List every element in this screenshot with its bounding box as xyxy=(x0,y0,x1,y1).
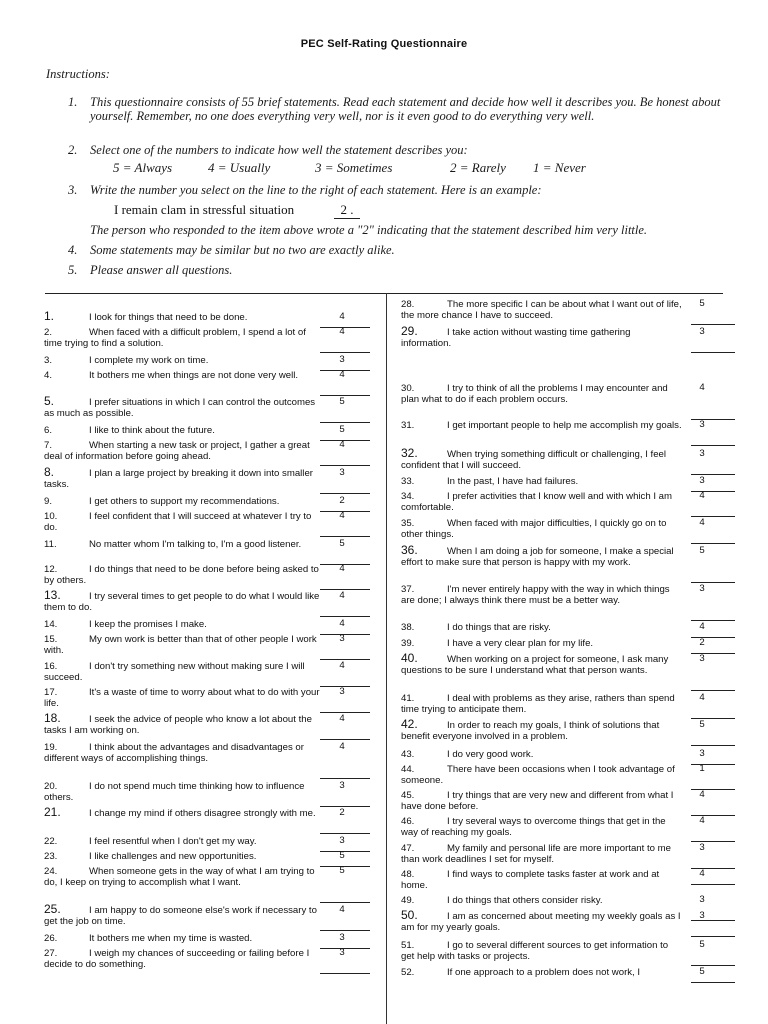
statement-text: I change my mind if others disagree strongly with me. xyxy=(89,808,316,819)
statement-number: 28. xyxy=(401,299,415,310)
scale-never: 1 = Never xyxy=(533,160,586,175)
answer-value[interactable]: 3 xyxy=(339,780,345,791)
answer-value[interactable]: 3 xyxy=(699,842,705,853)
statement-item xyxy=(401,908,735,933)
answer-value[interactable]: 3 xyxy=(699,326,705,337)
answer-value[interactable]: 5 xyxy=(339,865,345,876)
answer-line xyxy=(691,445,735,446)
statement-item xyxy=(44,356,370,367)
statement-text: I am happy to do someone else's work if necessary to get the job on time. xyxy=(44,905,317,927)
statement-text: It bothers me when things are not done very well. xyxy=(89,370,299,381)
statement-number: 33. xyxy=(401,476,415,487)
section-divider xyxy=(45,293,723,294)
statement-item xyxy=(401,639,735,650)
answer-line xyxy=(691,352,735,353)
answer-value[interactable]: 3 xyxy=(699,894,705,905)
scale-usually: 4 = Usually xyxy=(208,160,271,175)
statement-text: I take action without wasting time gathering information. xyxy=(401,327,631,349)
instruction-5 xyxy=(68,264,723,278)
answer-value[interactable]: 4 xyxy=(699,490,705,501)
instruction-3 xyxy=(68,184,723,198)
statement-item xyxy=(401,384,735,405)
statement-text: When someone gets in the way of what I am trying to do, I keep on trying to accomplish what I want. xyxy=(44,866,315,888)
statement-text: I try several times to get people to do what I would like them to do. xyxy=(44,591,320,613)
answer-value[interactable]: 3 xyxy=(699,475,705,486)
statement-item xyxy=(401,941,735,962)
scale-rarely: 2 = Rarely xyxy=(450,160,506,175)
answer-line xyxy=(320,465,370,466)
statement-item xyxy=(401,750,735,761)
answer-value[interactable]: 3 xyxy=(339,467,345,478)
statement-number: 26. xyxy=(44,933,58,944)
instruction-number: 2. xyxy=(68,143,78,157)
statement-text: I feel resentful when I don't get my way. xyxy=(89,836,257,847)
answer-value[interactable]: 5 xyxy=(339,396,345,407)
statement-number: 6. xyxy=(44,425,53,436)
statement-item xyxy=(44,441,370,462)
statement-item xyxy=(401,585,735,606)
statement-text: I go to several different sources to get information to get help with tasks or projects. xyxy=(401,940,669,962)
statement-text: There have been occasions when I took advantage of someone. xyxy=(401,764,675,786)
statement-number: 49. xyxy=(401,895,415,906)
statement-text: I prefer situations in which I can control the outcomes as much as possible. xyxy=(44,397,316,419)
statement-number: 21. xyxy=(44,805,61,819)
answer-line xyxy=(691,543,735,544)
statement-number: 48. xyxy=(401,869,415,880)
answer-value[interactable]: 4 xyxy=(339,904,345,915)
statement-item xyxy=(44,328,370,349)
statement-number: 40. xyxy=(401,651,418,665)
statement-text: I weigh my chances of succeeding or failing before I decide to do something. xyxy=(44,948,310,970)
instruction-text: Please answer all questions. xyxy=(90,263,233,277)
answer-line xyxy=(691,745,735,746)
answer-value[interactable]: 5 xyxy=(699,545,705,556)
answer-line xyxy=(320,739,370,740)
statement-text: I look for things that need to be done. xyxy=(89,312,248,323)
statement-number: 23. xyxy=(44,851,58,862)
statement-text: When faced with a difficult problem, I spend a lot of time trying to find a solution. xyxy=(44,327,306,349)
statement-text: I don't try something new without making sure I will succeed. xyxy=(44,661,305,683)
statement-text: In the past, I have had failures. xyxy=(447,476,579,487)
answer-value[interactable]: 4 xyxy=(699,868,705,879)
instruction-number: 5. xyxy=(68,263,78,277)
scale-sometimes: 3 = Sometimes xyxy=(315,160,393,175)
statement-number: 22. xyxy=(44,836,58,847)
answer-value[interactable]: 3 xyxy=(339,835,345,846)
answer-value[interactable]: 2 xyxy=(339,495,345,506)
statement-number: 42. xyxy=(401,717,418,731)
statement-item xyxy=(44,371,370,382)
statement-item xyxy=(44,902,370,927)
answer-line xyxy=(320,422,370,423)
answer-value[interactable]: 4 xyxy=(339,563,345,574)
statement-item xyxy=(401,896,735,907)
answer-line xyxy=(691,982,735,983)
answer-value[interactable]: 4 xyxy=(339,660,345,671)
instruction-text: Select one of the numbers to indicate how well the statement describes you: xyxy=(90,143,468,157)
answer-line xyxy=(320,902,370,903)
instruction-number: 4. xyxy=(68,243,78,257)
statement-number: 12. xyxy=(44,564,58,575)
statement-item xyxy=(44,309,370,324)
answer-line xyxy=(691,936,735,937)
answer-value[interactable]: 4 xyxy=(699,517,705,528)
answer-value[interactable]: 4 xyxy=(339,369,345,380)
statement-text: I prefer activities that I know well and with which I am comfortable. xyxy=(401,491,673,513)
statement-number: 45. xyxy=(401,790,415,801)
answer-value[interactable]: 3 xyxy=(339,354,345,365)
answer-value[interactable]: 2 xyxy=(339,807,345,818)
answer-value[interactable]: 5 xyxy=(339,424,345,435)
answer-value[interactable]: 4 xyxy=(339,713,345,724)
statement-text: I get important people to help me accomplish my goals. xyxy=(447,420,682,431)
statement-text: I like challenges and new opportunities. xyxy=(89,851,257,862)
statement-text: No matter whom I'm talking to, I'm a good listener. xyxy=(89,539,302,550)
answer-value[interactable]: 4 xyxy=(339,741,345,752)
instruction-1 xyxy=(68,96,723,123)
statement-number: 36. xyxy=(401,543,418,557)
answer-value[interactable]: 4 xyxy=(699,815,705,826)
statement-text: When I am doing a job for someone, I make a special effort to make sure that person is happy with my work. xyxy=(401,546,674,568)
statement-number: 52. xyxy=(401,967,415,978)
answer-value[interactable]: 4 xyxy=(339,618,345,629)
statement-text: It bothers me when my time is wasted. xyxy=(89,933,253,944)
instruction-text: Some statements may be similar but no two are exactly alike. xyxy=(90,243,395,257)
statement-item xyxy=(44,782,370,803)
statement-item xyxy=(44,852,370,863)
statement-number: 47. xyxy=(401,843,415,854)
answer-value[interactable]: 4 xyxy=(699,382,705,393)
statement-number: 27. xyxy=(44,948,58,959)
answer-value[interactable]: 4 xyxy=(339,439,345,450)
scale-always: 5 = Always xyxy=(113,160,173,175)
instruction-number: 3. xyxy=(68,183,78,197)
statement-text: I plan a large project by breaking it down into smaller tasks. xyxy=(44,468,313,490)
statement-text: When starting a new task or project, I gather a great deal of information before going ahead. xyxy=(44,440,310,462)
statement-item xyxy=(44,934,370,945)
statement-item xyxy=(401,870,735,891)
statement-text: I do things that need to be done before being asked to by others. xyxy=(44,564,319,586)
statement-item xyxy=(401,543,735,568)
statement-number: 31. xyxy=(401,420,415,431)
instruction-4 xyxy=(68,244,723,258)
answer-value[interactable]: 5 xyxy=(339,538,345,549)
instruction-number: 1. xyxy=(68,95,78,109)
statement-text: I do not spend much time thinking how to influence others. xyxy=(44,781,305,803)
statement-number: 44. xyxy=(401,764,415,775)
statement-number: 1. xyxy=(44,309,55,323)
statement-number: 10. xyxy=(44,511,58,522)
statement-item xyxy=(44,512,370,533)
statement-item xyxy=(401,492,735,513)
statement-item xyxy=(401,421,735,432)
answer-value[interactable]: 3 xyxy=(699,419,705,430)
statement-item xyxy=(44,426,370,437)
answer-value[interactable]: 3 xyxy=(339,686,345,697)
statement-text: My own work is better than that of other people I work with. xyxy=(44,634,317,656)
statement-number: 32. xyxy=(401,446,418,460)
statement-number: 7. xyxy=(44,440,53,451)
statement-number: 16. xyxy=(44,661,58,672)
statement-item xyxy=(44,394,370,419)
statement-item xyxy=(401,519,735,540)
answer-value[interactable]: 3 xyxy=(339,932,345,943)
statement-number: 20. xyxy=(44,781,58,792)
answer-value[interactable]: 5 xyxy=(699,298,705,309)
statement-text: The more specific I can be about what I want out of life, the more chance I have to succeed. xyxy=(401,299,682,321)
statement-item xyxy=(44,497,370,508)
statement-item xyxy=(401,300,735,321)
statement-number: 2. xyxy=(44,327,53,338)
statement-item xyxy=(44,867,370,888)
statement-text: I do very good work. xyxy=(447,749,534,760)
statement-number: 5. xyxy=(44,394,55,408)
statement-text: I try to think of all the problems I may encounter and plan what to do if each problem occurs. xyxy=(401,383,668,405)
statement-number: 29. xyxy=(401,324,418,338)
answer-value[interactable]: 3 xyxy=(699,653,705,664)
statement-text: I try several ways to overcome things that get in the way of reaching my goals. xyxy=(401,816,666,838)
statement-item xyxy=(401,791,735,812)
statement-text: I try things that are very new and different from what I have done before. xyxy=(401,790,674,812)
statement-text: In order to reach my goals, I think of solutions that benefit everyone involved in a problem. xyxy=(401,720,660,742)
answer-line xyxy=(691,884,735,885)
statement-item xyxy=(44,805,370,820)
answer-value[interactable]: 3 xyxy=(699,583,705,594)
statement-number: 37. xyxy=(401,584,415,595)
statement-number: 34. xyxy=(401,491,415,502)
answer-value[interactable]: 5 xyxy=(699,966,705,977)
answer-value[interactable]: 2 xyxy=(699,637,705,648)
answer-value[interactable]: 1 xyxy=(699,763,705,774)
example-note: The person who responded to the item above wrote a "2" indicating that the statement described him very little. xyxy=(90,223,648,237)
statement-number: 39. xyxy=(401,638,415,649)
answer-value[interactable]: 4 xyxy=(339,510,345,521)
statement-item xyxy=(401,623,735,634)
answer-value[interactable]: 5 xyxy=(699,719,705,730)
answer-value[interactable]: 4 xyxy=(699,692,705,703)
statement-item xyxy=(401,844,735,865)
statement-text: My family and personal life are more important to me than work deadlines I set for myself. xyxy=(401,843,671,865)
statement-text: I do things that others consider risky. xyxy=(447,895,603,906)
column-divider xyxy=(386,293,387,1024)
statement-text: I am as concerned about meeting my weekly goals as I am for my yearly goals. xyxy=(401,911,681,933)
statement-item xyxy=(44,540,370,551)
answer-value[interactable]: 3 xyxy=(699,910,705,921)
instruction-2 xyxy=(68,144,723,158)
statement-item xyxy=(401,694,735,715)
answer-value[interactable]: 3 xyxy=(339,633,345,644)
statement-number: 46. xyxy=(401,816,415,827)
statement-item xyxy=(44,588,370,613)
example-answer: 2 . xyxy=(334,202,360,219)
statement-item xyxy=(44,565,370,586)
instruction-text: Write the number you select on the line to the right of each statement. Here is an example: xyxy=(90,183,542,197)
answer-line xyxy=(691,324,735,325)
statement-text: I deal with problems as they arise, rathers than spend time trying to anticipate them. xyxy=(401,693,675,715)
statement-item xyxy=(401,651,735,676)
statement-number: 9. xyxy=(44,496,53,507)
statement-number: 18. xyxy=(44,711,61,725)
answer-value[interactable]: 5 xyxy=(339,850,345,861)
instructions-label: Instructions: xyxy=(46,67,110,81)
answer-value[interactable]: 3 xyxy=(699,448,705,459)
answer-line xyxy=(320,973,370,974)
statement-number: 17. xyxy=(44,687,58,698)
statement-number: 43. xyxy=(401,749,415,760)
statement-number: 51. xyxy=(401,940,415,951)
statement-number: 11. xyxy=(44,539,57,550)
answer-value[interactable]: 4 xyxy=(339,590,345,601)
statement-item xyxy=(401,765,735,786)
statement-number: 50. xyxy=(401,908,418,922)
statement-item xyxy=(44,662,370,683)
answer-value[interactable]: 3 xyxy=(699,748,705,759)
statement-text: I think about the advantages and disadvantages or different ways of accomplishing things. xyxy=(44,742,304,764)
answer-line xyxy=(320,536,370,537)
statement-item xyxy=(44,711,370,736)
page-title: PEC Self-Rating Questionnaire xyxy=(300,38,468,50)
statement-text: It's a waste of time to worry about what to do with your life. xyxy=(44,687,320,709)
statement-item xyxy=(401,446,735,471)
statement-text: I like to think about the future. xyxy=(89,425,215,436)
statement-text: I get others to support my recommendations. xyxy=(89,496,280,507)
statement-number: 8. xyxy=(44,465,55,479)
statement-item xyxy=(44,465,370,490)
statement-text: I'm never entirely happy with the way in which things are done; I always think there must be a better way. xyxy=(401,584,670,606)
answer-line xyxy=(691,582,735,583)
statement-number: 30. xyxy=(401,383,415,394)
answer-line xyxy=(320,833,370,834)
statement-number: 38. xyxy=(401,622,415,633)
statement-number: 4. xyxy=(44,370,53,381)
statement-item xyxy=(401,477,735,488)
answer-line xyxy=(320,778,370,779)
statement-number: 19. xyxy=(44,742,58,753)
answer-value[interactable]: 5 xyxy=(699,939,705,950)
answer-line xyxy=(691,620,735,621)
statement-item xyxy=(44,620,370,631)
statement-item xyxy=(44,743,370,764)
answer-value[interactable]: 4 xyxy=(699,789,705,800)
statement-text: If one approach to a problem does not work, I xyxy=(447,967,641,978)
instruction-text: This questionnaire consists of 55 brief statements. Read each statement and decide how well it describes you. Be honest about yourself. Remember, no one does everything very well, nor is it even good to do everything very well. xyxy=(90,95,721,123)
statement-number: 15. xyxy=(44,634,58,645)
answer-value[interactable]: 4 xyxy=(339,311,345,322)
statement-item xyxy=(44,949,370,970)
statement-number: 13. xyxy=(44,588,61,602)
statement-number: 41. xyxy=(401,693,415,704)
example-statement: I remain clam in stressful situation xyxy=(114,202,295,217)
answer-line xyxy=(691,690,735,691)
statement-text: When faced with major difficulties, I quickly go on to other things. xyxy=(401,518,667,540)
statement-text: I seek the advice of people who know a lot about the tasks I am working on. xyxy=(44,714,312,736)
statement-item xyxy=(401,817,735,838)
answer-value[interactable]: 4 xyxy=(699,621,705,632)
statement-number: 24. xyxy=(44,866,58,877)
answer-line xyxy=(320,493,370,494)
statement-item xyxy=(401,324,735,349)
statement-number: 35. xyxy=(401,518,415,529)
answer-line xyxy=(320,352,370,353)
answer-value[interactable]: 3 xyxy=(339,947,345,958)
answer-line xyxy=(320,930,370,931)
statement-item xyxy=(44,635,370,656)
statement-text: I complete my work on time. xyxy=(89,355,209,366)
statement-text: I keep the promises I make. xyxy=(89,619,207,630)
answer-line xyxy=(320,616,370,617)
answer-value[interactable]: 4 xyxy=(339,326,345,337)
statement-number: 14. xyxy=(44,619,58,630)
statement-item xyxy=(44,688,370,709)
statement-number: 25. xyxy=(44,902,61,916)
statement-item xyxy=(401,717,735,742)
statement-text: I feel confident that I will succeed at whatever I try to do. xyxy=(44,511,312,533)
statement-item xyxy=(44,837,370,848)
statement-text: I find ways to complete tasks faster at work and at home. xyxy=(401,869,660,891)
statement-text: I do things that are risky. xyxy=(447,622,551,633)
statement-text: I have a very clear plan for my life. xyxy=(447,638,594,649)
statement-item xyxy=(401,968,735,979)
statement-text: When trying something difficult or challenging, I feel confident that I will succeed. xyxy=(401,449,666,471)
statement-number: 3. xyxy=(44,355,53,366)
statement-text: When working on a project for someone, I ask many questions to be sure I understand what that person wants. xyxy=(401,654,669,676)
